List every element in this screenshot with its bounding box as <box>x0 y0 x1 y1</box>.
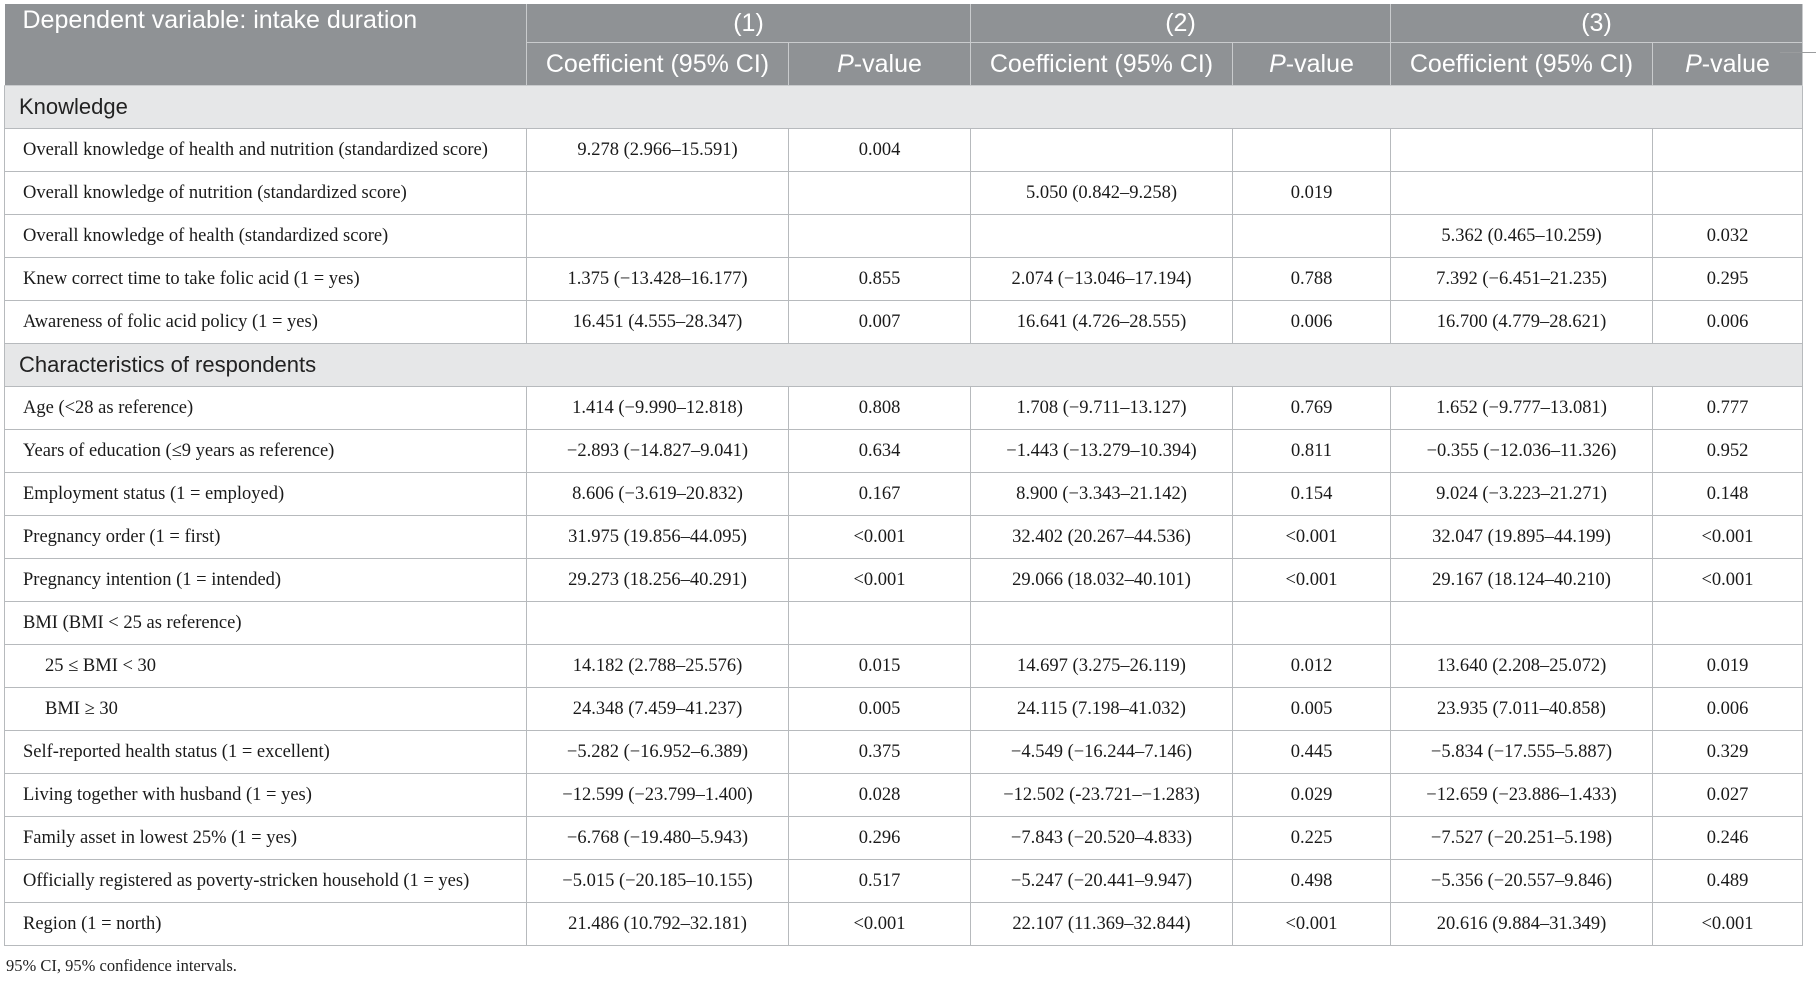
row-label: Overall knowledge of health and nutrition (standardized score) <box>5 129 527 172</box>
coef-cell-3: −12.659 (−23.886–1.433) <box>1391 774 1653 817</box>
pvalue-cell-2: 0.225 <box>1233 817 1391 860</box>
coef-cell-2 <box>971 215 1233 258</box>
table-row <box>5 559 1803 602</box>
pvalue-cell-2: 0.019 <box>1233 172 1391 215</box>
coef-cell-1: 16.451 (4.555–28.347) <box>527 301 789 344</box>
pvalue-cell-3: 0.295 <box>1653 258 1803 301</box>
pvalue-cell-1: 0.167 <box>789 473 971 516</box>
pvalue-cell-2: 0.005 <box>1233 688 1391 731</box>
pvalue-cell-1: 0.375 <box>789 731 971 774</box>
regression-table <box>4 4 1803 946</box>
coef-cell-1: 29.273 (18.256–40.291) <box>527 559 789 602</box>
row-label: 25 ≤ BMI < 30 <box>5 645 527 688</box>
table-row <box>5 473 1803 516</box>
coef-cell-1: 31.975 (19.856–44.095) <box>527 516 789 559</box>
coef-cell-2: 5.050 (0.842–9.258) <box>971 172 1233 215</box>
pvalue-cell-1 <box>789 215 971 258</box>
table-row <box>5 774 1803 817</box>
model-3-header: (3) <box>1391 4 1803 43</box>
coef-cell-3: 5.362 (0.465–10.259) <box>1391 215 1653 258</box>
coef-cell-3: −5.834 (−17.555–5.887) <box>1391 731 1653 774</box>
pvalue-cell-2: 0.498 <box>1233 860 1391 903</box>
pvalue-header-1 <box>789 43 971 86</box>
row-label: BMI (BMI < 25 as reference) <box>5 602 527 645</box>
p-letter: P <box>837 49 854 78</box>
table-row <box>5 258 1803 301</box>
table-header <box>5 4 1803 86</box>
pvalue-cell-1: 0.007 <box>789 301 971 344</box>
pvalue-cell-3: 0.246 <box>1653 817 1803 860</box>
pvalue-cell-1: 0.015 <box>789 645 971 688</box>
table-row <box>5 301 1803 344</box>
coef-cell-1 <box>527 215 789 258</box>
model-2-header: (2) <box>971 4 1391 43</box>
coef-cell-2: 8.900 (−3.343–21.142) <box>971 473 1233 516</box>
p-letter: P <box>1269 49 1286 78</box>
model-1-header: (1) <box>527 4 971 43</box>
coef-cell-3: 20.616 (9.884–31.349) <box>1391 903 1653 946</box>
pvalue-cell-2: 0.788 <box>1233 258 1391 301</box>
coef-cell-2: 29.066 (18.032–40.101) <box>971 559 1233 602</box>
pvalue-cell-3 <box>1653 602 1803 645</box>
pvalue-header-3 <box>1653 43 1803 86</box>
pvalue-cell-2: <0.001 <box>1233 559 1391 602</box>
table-row <box>5 903 1803 946</box>
table-row <box>5 129 1803 172</box>
pvalue-cell-1: <0.001 <box>789 516 971 559</box>
coef-cell-3: 1.652 (−9.777–13.081) <box>1391 387 1653 430</box>
table-row <box>5 817 1803 860</box>
table-body <box>5 86 1803 946</box>
pvalue-cell-3: 0.329 <box>1653 731 1803 774</box>
coef-cell-3: 9.024 (−3.223–21.271) <box>1391 473 1653 516</box>
pvalue-cell-1: 0.808 <box>789 387 971 430</box>
pvalue-cell-1: 0.004 <box>789 129 971 172</box>
row-label: Region (1 = north) <box>5 903 527 946</box>
coef-cell-2: −12.502 (-23.721–−1.283) <box>971 774 1233 817</box>
coef-cell-3: 23.935 (7.011–40.858) <box>1391 688 1653 731</box>
pvalue-cell-3 <box>1653 172 1803 215</box>
table-row <box>5 387 1803 430</box>
pvalue-cell-1: 0.855 <box>789 258 971 301</box>
pvalue-cell-1: 0.634 <box>789 430 971 473</box>
coef-cell-3: 16.700 (4.779–28.621) <box>1391 301 1653 344</box>
coef-cell-2 <box>971 602 1233 645</box>
row-label: Self-reported health status (1 = excellent) <box>5 731 527 774</box>
coef-cell-1 <box>527 172 789 215</box>
coef-cell-1: 14.182 (2.788–25.576) <box>527 645 789 688</box>
coef-cell-2: 16.641 (4.726–28.555) <box>971 301 1233 344</box>
coef-cell-2: 14.697 (3.275–26.119) <box>971 645 1233 688</box>
pvalue-cell-1 <box>789 602 971 645</box>
row-label: Knew correct time to take folic acid (1 = yes) <box>5 258 527 301</box>
coef-cell-2: −1.443 (−13.279–10.394) <box>971 430 1233 473</box>
coef-cell-1: −6.768 (−19.480–5.943) <box>527 817 789 860</box>
pvalue-cell-3 <box>1653 129 1803 172</box>
coef-cell-1: 24.348 (7.459–41.237) <box>527 688 789 731</box>
coef-cell-2: 2.074 (−13.046–17.194) <box>971 258 1233 301</box>
coef-cell-3: −0.355 (−12.036–11.326) <box>1391 430 1653 473</box>
row-label: Overall knowledge of nutrition (standardized score) <box>5 172 527 215</box>
pvalue-header-2 <box>1233 43 1391 86</box>
coef-header-2: Coefficient (95% CI) <box>971 43 1233 86</box>
row-label: Years of education (≤9 years as reference) <box>5 430 527 473</box>
row-label: Awareness of folic acid policy (1 = yes) <box>5 301 527 344</box>
pvalue-cell-3: 0.032 <box>1653 215 1803 258</box>
coef-cell-1 <box>527 602 789 645</box>
dependent-variable-header: Dependent variable: intake duration <box>5 4 527 86</box>
p-letter: P <box>1685 49 1702 78</box>
pvalue-cell-3: 0.148 <box>1653 473 1803 516</box>
coef-cell-2: 32.402 (20.267–44.536) <box>971 516 1233 559</box>
row-label: Family asset in lowest 25% (1 = yes) <box>5 817 527 860</box>
section-row-knowledge <box>5 86 1803 129</box>
pvalue-cell-3: 0.489 <box>1653 860 1803 903</box>
coef-cell-3 <box>1391 129 1653 172</box>
row-label: Pregnancy order (1 = first) <box>5 516 527 559</box>
coef-header-3: Coefficient (95% CI) <box>1391 43 1653 86</box>
coef-cell-3: 7.392 (−6.451–21.235) <box>1391 258 1653 301</box>
pvalue-cell-2 <box>1233 129 1391 172</box>
pvalue-cell-3: <0.001 <box>1653 516 1803 559</box>
section-row-characteristics <box>5 344 1803 387</box>
pvalue-cell-3: <0.001 <box>1653 903 1803 946</box>
row-label: Employment status (1 = employed) <box>5 473 527 516</box>
table-row <box>5 688 1803 731</box>
pvalue-cell-1: <0.001 <box>789 559 971 602</box>
pvalue-cell-2: <0.001 <box>1233 516 1391 559</box>
p-suffix: -value <box>853 49 922 78</box>
coef-cell-2: −4.549 (−16.244–7.146) <box>971 731 1233 774</box>
coef-header-1: Coefficient (95% CI) <box>527 43 789 86</box>
pvalue-cell-1: 0.028 <box>789 774 971 817</box>
coef-cell-2: 24.115 (7.198–41.032) <box>971 688 1233 731</box>
pvalue-cell-2: 0.769 <box>1233 387 1391 430</box>
table-row <box>5 215 1803 258</box>
regression-table-container <box>4 4 1802 946</box>
coef-cell-1: −12.599 (−23.799–1.400) <box>527 774 789 817</box>
coef-cell-3: 32.047 (19.895–44.199) <box>1391 516 1653 559</box>
row-label: Age (<28 as reference) <box>5 387 527 430</box>
row-label: BMI ≥ 30 <box>5 688 527 731</box>
coef-cell-1: −5.282 (−16.952–6.389) <box>527 731 789 774</box>
coef-cell-3: 29.167 (18.124–40.210) <box>1391 559 1653 602</box>
pvalue-cell-1 <box>789 172 971 215</box>
table-row <box>5 645 1803 688</box>
pvalue-cell-2: <0.001 <box>1233 903 1391 946</box>
section-label: Knowledge <box>5 86 1803 129</box>
pvalue-cell-2: 0.012 <box>1233 645 1391 688</box>
coef-cell-1: −2.893 (−14.827–9.041) <box>527 430 789 473</box>
coef-cell-3 <box>1391 602 1653 645</box>
table-row <box>5 860 1803 903</box>
coef-cell-3: −5.356 (−20.557–9.846) <box>1391 860 1653 903</box>
coef-cell-2: −7.843 (−20.520–4.833) <box>971 817 1233 860</box>
row-label: Pregnancy intention (1 = intended) <box>5 559 527 602</box>
coef-cell-1: 9.278 (2.966–15.591) <box>527 129 789 172</box>
coef-cell-3: 13.640 (2.208–25.072) <box>1391 645 1653 688</box>
coef-cell-2: −5.247 (−20.441–9.947) <box>971 860 1233 903</box>
pvalue-cell-3: 0.027 <box>1653 774 1803 817</box>
p-suffix: -value <box>1701 49 1770 78</box>
pvalue-cell-1: 0.517 <box>789 860 971 903</box>
header-rule-mark <box>1780 52 1816 53</box>
table-row <box>5 516 1803 559</box>
pvalue-cell-2: 0.154 <box>1233 473 1391 516</box>
pvalue-cell-2 <box>1233 602 1391 645</box>
row-label: Living together with husband (1 = yes) <box>5 774 527 817</box>
pvalue-cell-3: 0.006 <box>1653 301 1803 344</box>
pvalue-cell-2: 0.811 <box>1233 430 1391 473</box>
coef-cell-2 <box>971 129 1233 172</box>
pvalue-cell-3: 0.006 <box>1653 688 1803 731</box>
pvalue-cell-3: 0.019 <box>1653 645 1803 688</box>
pvalue-cell-1: 0.296 <box>789 817 971 860</box>
coef-cell-1: 8.606 (−3.619–20.832) <box>527 473 789 516</box>
pvalue-cell-2: 0.445 <box>1233 731 1391 774</box>
table-row <box>5 172 1803 215</box>
row-label: Officially registered as poverty-stricken household (1 = yes) <box>5 860 527 903</box>
coef-cell-1: 1.375 (−13.428–16.177) <box>527 258 789 301</box>
coef-cell-1: −5.015 (−20.185–10.155) <box>527 860 789 903</box>
coef-cell-1: 1.414 (−9.990–12.818) <box>527 387 789 430</box>
pvalue-cell-3: <0.001 <box>1653 559 1803 602</box>
pvalue-cell-2: 0.006 <box>1233 301 1391 344</box>
pvalue-cell-1: <0.001 <box>789 903 971 946</box>
coef-cell-2: 1.708 (−9.711–13.127) <box>971 387 1233 430</box>
pvalue-cell-2: 0.029 <box>1233 774 1391 817</box>
coef-cell-3 <box>1391 172 1653 215</box>
pvalue-cell-3: 0.777 <box>1653 387 1803 430</box>
table-footnote: 95% CI, 95% confidence intervals. <box>6 956 237 975</box>
table-row <box>5 602 1803 645</box>
pvalue-cell-2 <box>1233 215 1391 258</box>
pvalue-cell-3: 0.952 <box>1653 430 1803 473</box>
table-row <box>5 731 1803 774</box>
table-row <box>5 430 1803 473</box>
section-label: Characteristics of respondents <box>5 344 1803 387</box>
p-suffix: -value <box>1285 49 1354 78</box>
coef-cell-3: −7.527 (−20.251–5.198) <box>1391 817 1653 860</box>
coef-cell-1: 21.486 (10.792–32.181) <box>527 903 789 946</box>
row-label: Overall knowledge of health (standardized score) <box>5 215 527 258</box>
pvalue-cell-1: 0.005 <box>789 688 971 731</box>
coef-cell-2: 22.107 (11.369–32.844) <box>971 903 1233 946</box>
